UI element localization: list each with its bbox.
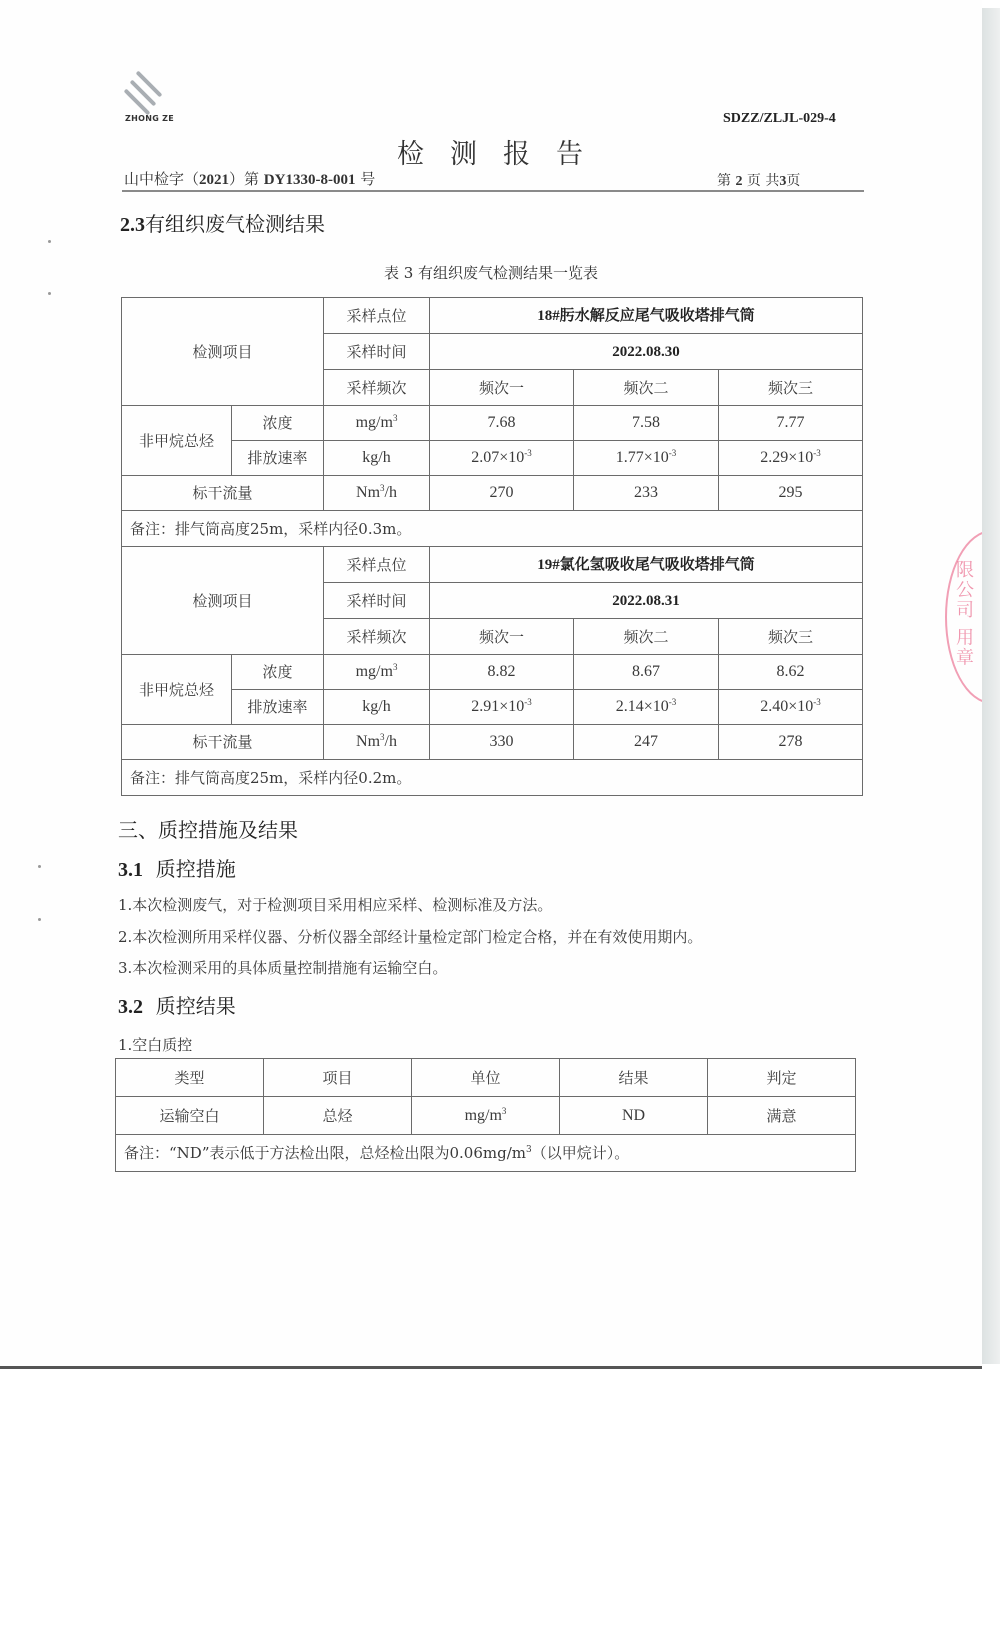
qc-measure-3: 3.本次检测采用的具体质量控制措施有运输空白。 [118, 959, 448, 977]
rate-exp: -3 [668, 697, 677, 708]
rate-unit: kg/h [324, 441, 430, 476]
rate-label: 排放速率 [232, 441, 324, 476]
table-caption: 表 3 有组织废气检测结果一览表 [383, 264, 599, 282]
rate-value [574, 690, 719, 725]
conc-label: 浓度 [232, 406, 324, 441]
unit-text: Nm [356, 484, 381, 502]
unit-text: mg/m [355, 663, 393, 681]
conc-unit [324, 655, 430, 690]
flow-value: 270 [430, 476, 574, 511]
heading-number: 3.1 [118, 859, 143, 881]
report-year: 2021 [199, 172, 230, 188]
subsection-heading-3-1 [118, 853, 236, 882]
qc-result: ND [560, 1097, 708, 1135]
unit-text: mg/m [464, 1106, 502, 1124]
column-header: 类型 [116, 1059, 264, 1097]
page-label: 页 [786, 173, 801, 189]
heading-number: 3.2 [118, 996, 143, 1018]
rate-value [430, 690, 574, 725]
freq-header: 频次三 [719, 370, 863, 406]
report-number [124, 168, 375, 189]
document-title: 检测报告 [397, 139, 609, 170]
conc-label: 浓度 [232, 655, 324, 690]
conc-value: 8.67 [574, 655, 719, 690]
scan-speck [48, 240, 51, 243]
scan-edge-strip [982, 8, 1000, 1364]
page-number [717, 170, 800, 190]
rate-exp: -3 [524, 697, 532, 708]
point-label: 采样点位 [324, 298, 430, 334]
time-label: 采样时间 [324, 334, 430, 370]
subsection-heading-3-2 [118, 990, 236, 1019]
flow-label: 标干流量 [122, 725, 324, 760]
page-current: 2 [735, 174, 743, 189]
unit-sup: 3 [380, 483, 385, 494]
rate-mantissa: 1.77×10 [615, 449, 669, 467]
flow-value: 233 [574, 476, 719, 511]
rate-exp: -3 [813, 448, 821, 459]
report-no-mid: ）第 [229, 170, 264, 188]
sampling-date: 2022.08.31 [430, 583, 863, 619]
table-note-row [122, 511, 863, 547]
pollutant-name: 非甲烷总烃 [122, 406, 232, 476]
table-row [122, 690, 863, 725]
unit-text: /h [384, 733, 397, 751]
table-note: 备注：排气筒高度25m，采样内径0.2m。 [122, 760, 863, 796]
heading-text: 质控结果 [155, 994, 236, 1018]
sampling-point: 19#氯化氢吸收尾气吸收塔排气筒 [430, 547, 863, 583]
conc-value: 7.77 [719, 406, 863, 441]
table-row [122, 476, 863, 511]
table-row [122, 298, 863, 334]
rate-value [574, 441, 719, 476]
header-divider [122, 190, 864, 192]
freq-header: 频次三 [719, 619, 863, 655]
freq-header: 频次一 [430, 370, 574, 406]
rate-exp: -3 [524, 448, 532, 459]
page-label: 页 共 [742, 173, 780, 189]
flow-value: 247 [574, 725, 719, 760]
unit-sup: 3 [392, 413, 398, 424]
heading-text: 有组织废气检测结果 [145, 212, 325, 236]
table-note-row [116, 1135, 856, 1172]
unit-sup: 3 [501, 1105, 507, 1116]
table-header-row [116, 1059, 856, 1097]
qc-item: 总烃 [264, 1097, 412, 1135]
qc-results-table [115, 1058, 856, 1172]
note-text: 备注：“ND”表示低于方法检出限，总烃检出限为0.06mg/m [124, 1144, 526, 1162]
report-no-suffix: 号 [355, 170, 376, 188]
qc-measure-1: 1.本次检测废气，对于检测项目采用相应采样、检测标准及方法。 [118, 896, 553, 914]
emission-results-table [121, 297, 863, 796]
section-heading-2-3 [120, 208, 325, 237]
conc-unit [324, 406, 430, 441]
table-row [122, 441, 863, 476]
table-note-row [122, 760, 863, 796]
page-label: 第 [717, 173, 736, 189]
flow-value: 278 [719, 725, 863, 760]
flow-value: 330 [430, 725, 574, 760]
rate-mantissa: 2.40×10 [760, 698, 814, 716]
rate-label: 排放速率 [232, 690, 324, 725]
sampling-date: 2022.08.30 [430, 334, 863, 370]
table-row [122, 547, 863, 583]
unit-text: Nm [356, 733, 381, 751]
column-header: 项目 [264, 1059, 412, 1097]
table-row [116, 1097, 856, 1135]
item-label: 检测项目 [122, 547, 324, 655]
item-label: 检测项目 [122, 298, 324, 406]
heading-number: 2.3 [120, 214, 145, 236]
qc-judgement: 满意 [708, 1097, 856, 1135]
rate-mantissa: 2.07×10 [471, 449, 525, 467]
freq-header: 频次二 [574, 619, 719, 655]
point-label: 采样点位 [324, 547, 430, 583]
unit-sup: 3 [380, 732, 385, 743]
section-heading-3: 三、质控措施及结果 [118, 818, 298, 842]
conc-value: 7.68 [430, 406, 574, 441]
sampling-point: 18#肟水解反应尾气吸收塔排气筒 [430, 298, 863, 334]
report-no-prefix: 山中检字（ [124, 170, 200, 188]
rate-mantissa: 2.14×10 [615, 698, 669, 716]
column-header: 结果 [560, 1059, 708, 1097]
time-label: 采样时间 [324, 583, 430, 619]
freq-label: 采样频次 [324, 619, 430, 655]
flow-unit [324, 725, 430, 760]
unit-text: mg/m [355, 414, 393, 432]
table-note: 备注：排气筒高度25m，采样内径0.3m。 [122, 511, 863, 547]
conc-value: 7.58 [574, 406, 719, 441]
heading-text: 质控措施 [155, 857, 236, 881]
unit-text: /h [384, 484, 397, 502]
rate-value [430, 441, 574, 476]
rate-value [719, 690, 863, 725]
report-no-code: DY1330-8-001 [263, 172, 356, 188]
document-code: SDZZ/ZLJL-029-4 [723, 111, 836, 126]
flow-label: 标干流量 [122, 476, 324, 511]
rate-exp: -3 [668, 448, 677, 459]
flow-value: 295 [719, 476, 863, 511]
flow-unit [324, 476, 430, 511]
conc-value: 8.62 [719, 655, 863, 690]
page-total: 3 [779, 174, 787, 189]
column-header: 判定 [708, 1059, 856, 1097]
rate-mantissa: 2.91×10 [471, 698, 525, 716]
table-row [122, 725, 863, 760]
logo-text: ZHONG ZE [125, 114, 175, 123]
conc-value: 8.82 [430, 655, 574, 690]
column-header: 单位 [412, 1059, 560, 1097]
scan-speck [38, 865, 41, 868]
rate-exp: -3 [813, 697, 821, 708]
unit-sup: 3 [392, 662, 398, 673]
qc-measure-2: 2.本次检测所用采样仪器、分析仪器全部经计量检定部门检定合格，并在有效使用期内。 [118, 928, 703, 946]
pollutant-name: 非甲烷总烃 [122, 655, 232, 725]
rate-unit: kg/h [324, 690, 430, 725]
note-text: （以甲烷计）。 [531, 1144, 630, 1162]
table-row [122, 406, 863, 441]
stamp-text: 限公司 用章 [953, 560, 974, 668]
qc-table-note [116, 1135, 856, 1172]
rate-value [719, 441, 863, 476]
scan-speck [48, 292, 51, 295]
qc-unit [412, 1097, 560, 1135]
freq-header: 频次一 [430, 619, 574, 655]
freq-header: 频次二 [574, 370, 719, 406]
qc-type: 运输空白 [116, 1097, 264, 1135]
freq-label: 采样频次 [324, 370, 430, 406]
scan-speck [38, 918, 41, 921]
blank-qc-title: 1.空白质控 [118, 1036, 193, 1054]
table-row [122, 655, 863, 690]
rate-mantissa: 2.29×10 [760, 449, 814, 467]
note-sup: 3 [526, 1145, 532, 1155]
